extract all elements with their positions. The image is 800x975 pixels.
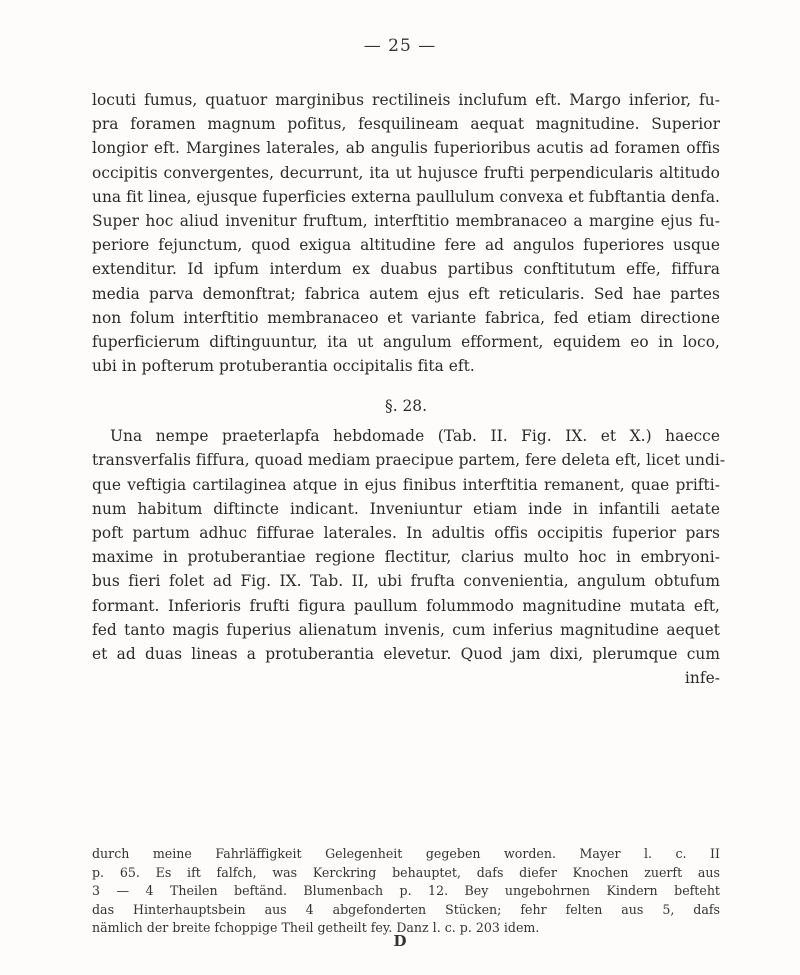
footnote-line: das Hinterhauptsbein aus 4 abgefonderten Stücken; fehr felten aus 5, dafs [92,901,720,917]
text-line: que veftigia cartilaginea atque in ejus finibus interftitia remanent, quae prifti- [92,475,720,494]
footnote-line: nämlich der breite fchoppige Theil getheilt fey. Danz l. c. p. 203 idem. [92,920,540,936]
text-line: bus fieri folet ad Fig. IX. Tab. II, ubi frufta convenientia, angulum obtufum [92,572,720,591]
paragraph-2 [92,424,726,690]
text-line: Super hoc aliud invenitur fruftum, interftitio membranaceo a margine ejus fu- [92,211,720,230]
paragraph-1 [92,88,720,378]
catchword: infe- [684,669,720,688]
text-line: periore fejunctum, quod exigua altitudine fere ad angulos fuperiores usque [92,236,720,255]
text-line: num habitum diftincte indicant. Inveniuntur etiam inde in infantili aetate [92,499,720,518]
footnote-line: durch meine Fahrläffigkeit Gelegenheit gegeben worden. Mayer l. c. II [92,846,720,861]
page-number: — 25 — [363,36,437,56]
footnote-line: 3 — 4 Theilen beftänd. Blumenbach p. 12. Bey ungebohrnen Kindern befteht [92,883,720,899]
text-line: ubi in pofterum protuberantia occipitalis fita eft. [92,357,475,376]
text-line: una fit linea, ejusque fuperficies externa paullulum convexa et fubftantia denfa. [92,187,720,206]
text-line: formant. Inferioris frufti figura paullum folummodo magnitudine mutata eft, [92,596,720,615]
text-line: longior eft. Margines laterales, ab angulis fuperioribus acutis ad foramen offis [92,139,720,158]
text-line: occipitis convergentes, decurrunt, ita ut hujusce frufti perpendicularis altitudo [92,163,720,182]
text-line: Una nempe praeterlapfa hebdomade (Tab. II. Fig. IX. et X.) haecce [110,427,720,446]
text-line: maxime in protuberantiae regione flectitur, clarius multo hoc in embryoni- [92,548,720,567]
text-line: media parva demonftrat; fabrica autem ejus eft reticularis. Sed hae partes [92,284,720,303]
text-line: et ad duas lineas a protuberantia elevetur. Quod jam dixi, plerumque cum [92,644,720,663]
text-line: pra foramen magnum pofitus, fesquilineam aequat magnitudine. Superior [92,115,720,134]
text-line: non folum interftitio membranaceo et variante fabrica, fed etiam directione [92,308,720,327]
signature-mark: D [393,932,407,950]
text-line: extenditur. Id ipfum interdum ex duabus partibus conftitutum effe, fiffura [92,260,720,279]
footnotes [92,845,720,938]
text-line: transverfalis fiffura, quoad mediam praecipue partem, fere deleta eft, licet undi- [92,451,726,470]
text-line: poft partum adhuc fiffurae laterales. In adultis offis occipitis fuperior pars [92,524,720,542]
text-line: fuperficierum diftinguuntur, ita ut angulum efforment, equidem eo in loco, [92,332,720,351]
text-line: fed tanto magis fuperius alienatum invenis, cum inferius magnitudine aequet [92,620,720,639]
footnote-line: p. 65. Es ift falfch, was Kerckring behauptet, dafs diefer Knochen zuerft aus [92,864,720,880]
section-heading: §. 28. [385,397,427,416]
text-line: locuti fumus, quatuor marginibus rectilineis inclufum eft. Margo inferior, fu- [92,91,720,109]
main-text [92,88,726,690]
